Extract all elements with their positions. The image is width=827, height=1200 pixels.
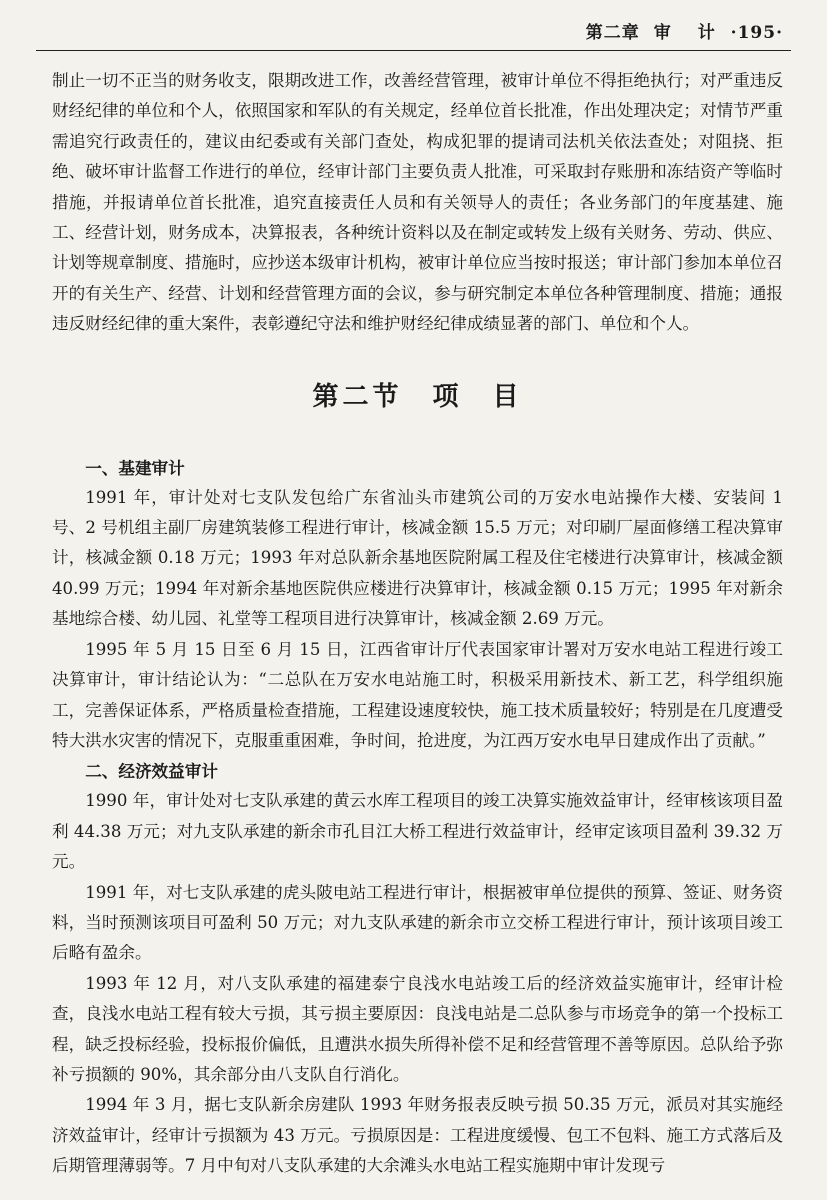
paragraph: 1993 年 12 月，对八支队承建的福建泰宁良浅水电站竣工后的经济效益实施审计，经审计检查，良浅水电站工程有较大亏损，其亏损主要原因：良浅电站是二总队参与市场竞争的第一个投标工程，缺乏投标经验，投标报价偏低，且遭洪水损失所得补偿不足和经营管理不善等原因。总队给予弥补亏损额的 90%，其余部分由八支队自行消化。	[52, 973, 783, 1084]
continued-paragraph: 制止一切不正当的财务收支，限期改进工作，改善经营管理，被审计单位不得拒绝执行；对严重违反财经纪律的单位和个人，依照国家和军队的有关规定，经单位首长批准，作出处理决定；对情节严重需追究行政责任的，建议由纪委或有关部门查处，构成犯罪的提请司法机关依法查处；对阻挠、拒绝、破坏审计监督工作进行的单位，经审计部门主要负责人批准，可采取封存账册和冻结资产等临时措施，并报请单位首长批准，追究直接责任人员和有关领导人的责任；各业务部门的年度基建、施工、经营计划，财务成本，决算报表，各种统计资料以及在制定或转发上级有关财务、劳动、供应、计划等规章制度、措施时，应抄送本级审计机构，被审计单位应当按时报送；审计部门参加本单位召开的有关生产、经营、计划和经营管理方面的会议，参与研究制定本单位各种管理制度、措施；通报违反财经纪律的重大案件，表彰遵纪守法和维护财经纪律成绩显著的部门、单位和个人。	[52, 71, 783, 334]
running-head	[586, 18, 783, 43]
subsection-heading-infrastructure-audit: 一、基建审计	[85, 457, 185, 478]
subsection-heading-economic-benefit-audit: 二、经济效益审计	[85, 761, 218, 782]
paragraph: 1995 年 5 月 15 日至 6 月 15 日，江西省审计厅代表国家审计署对万安水电站工程进行竣工决算审计，审计结论认为：“二总队在万安水电站施工时，积极采用新技术、新工艺，科学组织施工，完善保证体系，严格质量检查措施，工程建设速度较快，施工技术质量较好；特别是在几度遭受特大洪水灾害的情况下，克服重重困难，争时间，抢进度，为江西万安水电早日建成作出了贡献。”	[52, 639, 783, 750]
section-number: 第二节	[312, 381, 403, 412]
section-name: 项 目	[432, 381, 523, 412]
section-title	[52, 376, 783, 413]
paragraph: 1991 年，对七支队承建的虎头陂电站工程进行审计，根据被审单位提供的预算、签证、财务资料，当时预测该项目可盈利 50 万元；对九支队承建的新余市立交桥工程进行审计，预计该项目竣工后略有盈余。	[52, 882, 783, 963]
header-rule	[36, 50, 791, 51]
body-text	[52, 66, 783, 1182]
chapter-label: 第二章	[585, 23, 640, 43]
paragraph: 1991 年，审计处对七支队发包给广东省汕头市建筑公司的万安水电站操作大楼、安装间 1 号、2 号机组主副厂房建筑装修工程进行审计，核减金额 15.5 万元；对印刷厂屋面修缮工程决算审计，核减金额 0.18 万元；1993 年对总队新余基地医院附属工程及住宅楼进行决算审计，核减金额 40.99 万元；1994 年对新余基地医院供应楼进行决算审计，核减金额 0.15 万元；1995 年对新余基地综合楼、幼儿园、礼堂等工程项目进行决算审计，核减金额 2.69 万元。	[52, 487, 783, 629]
paragraph: 1990 年，审计处对七支队承建的黄云水库工程项目的竣工决算实施效益审计，经审核该项目盈利 44.38 万元；对九支队承建的新余市孔目江大桥工程进行效益审计，经审定该项目盈利 39.32 万元。	[52, 791, 783, 872]
paragraph: 1994 年 3 月，据七支队新余房建队 1993 年财务报表反映亏损 50.35 万元，派员对其实施经济效益审计，经审计亏损额为 43 万元。亏损原因是：工程进度缓慢、包工不包料、施工方式落后及后期管理薄弱等。7 月中旬对八支队承建的大余滩头水电站工程实施期中审计发现亏	[52, 1095, 783, 1176]
chapter-title-char-1: 审	[653, 23, 672, 43]
chapter-title-char-2: 计	[697, 23, 716, 43]
page-number: ·195·	[730, 23, 783, 43]
